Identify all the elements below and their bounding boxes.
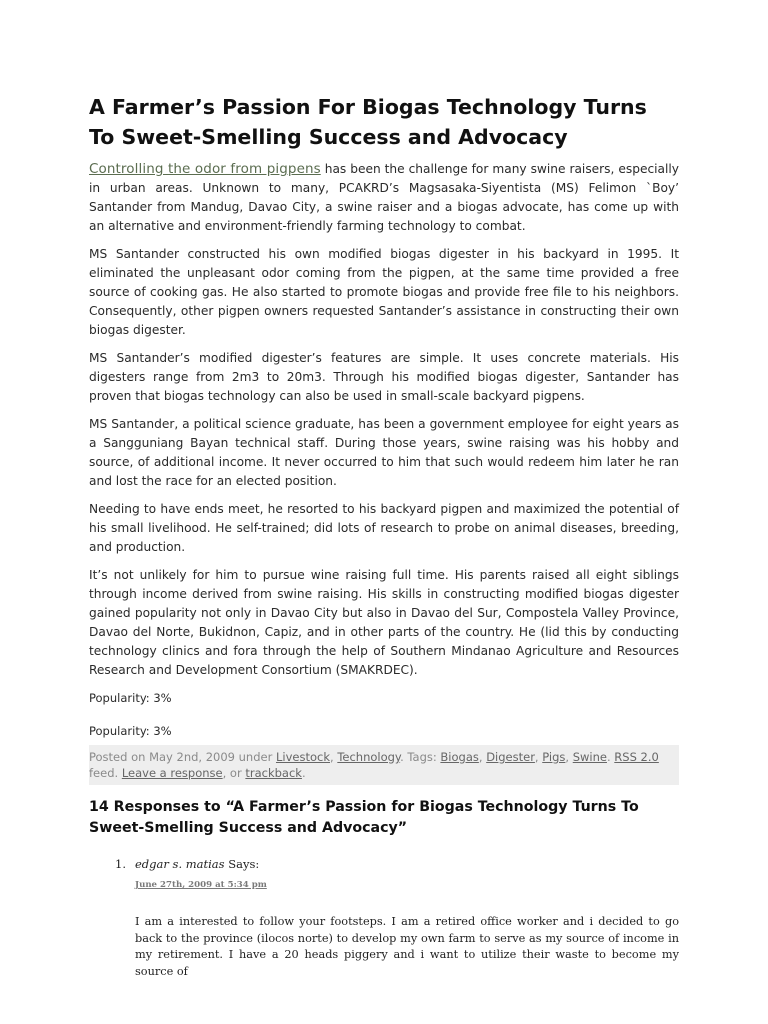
comment-date-link[interactable]: June 27th, 2009 at 5:34 pm: [135, 880, 267, 890]
comment-item: [89, 857, 679, 980]
popularity-label: Popularity: 3%: [89, 724, 172, 738]
intro-text: has been the challenge for many swine raisers, especially in urban areas. Unknown to many, PCAKRD’s Magsasaka-Siyentista (MS) Felimon `Boy’ Santander from Mandug, Davao City, a swine raiser and a biogas advocate, has come up with an alternative and environment-friendly farming technology to combat.: [89, 162, 679, 233]
separator: ,: [330, 750, 338, 764]
popularity-label: Popularity: 3%: [89, 691, 172, 705]
posted-on-text: Posted on May 2nd, 2009 under: [89, 750, 276, 764]
intro-paragraph: [89, 160, 679, 236]
separator: .: [301, 766, 306, 780]
rss-feed-link[interactable]: RSS 2.0: [614, 750, 659, 764]
tag-link-digester[interactable]: Digester: [486, 750, 535, 764]
post-meta: [89, 745, 679, 785]
intro-link[interactable]: Controlling the odor from pigpens: [89, 161, 321, 177]
comment-author-line: [135, 857, 679, 872]
post-content: [89, 92, 679, 980]
tag-link-pigs[interactable]: Pigs: [542, 750, 566, 764]
leave-response-link[interactable]: Leave a response: [121, 766, 223, 780]
category-link-technology[interactable]: Technology: [337, 750, 401, 764]
body-paragraph: MS Santander’s modified digester’s features are simple. It uses concrete materials. His digesters range from 2m3 to 20m3. Through his modified biogas digester, Santander has proven that biogas technology can also be used in small-scale backyard pigpens.: [89, 351, 679, 403]
trackback-link[interactable]: trackback: [245, 766, 302, 780]
comment-text: I am a interested to follow your footsteps. I am a retired office worker and i decided to go back to the province (ilocos norte) to develop my own farm to serve as my source of income in my retirement. I have a 20 heads piggery and i want to utilize their waste to become my source of: [135, 915, 679, 978]
post-title: A Farmer’s Passion For Biogas Technology Turns To Sweet-Smelling Success and Advocacy: [89, 95, 647, 149]
comment-body: [135, 857, 679, 980]
body-paragraph: MS Santander constructed his own modified biogas digester in his backyard in 1995. It eliminated the unpleasant odor coming from the pigpen, at the same time provided a free source of cooking gas. He also started to promote biogas and provide free file to his neighbors. Consequently, other pigpen owners requested Santander’s assistance in constructing their own biogas digester.: [89, 247, 679, 337]
tags-label: . Tags:: [400, 750, 441, 764]
tag-link-swine[interactable]: Swine: [572, 750, 607, 764]
body-paragraph: Needing to have ends meet, he resorted to his backyard pigpen and maximized the potential of his small livelihood. He self-trained; did lots of research to probe on animal diseases, breeding, and production.: [89, 502, 679, 554]
feed-text: feed.: [89, 766, 122, 780]
or-text: , or: [222, 766, 246, 780]
responses-heading: 14 Responses to “A Farmer’s Passion for Biogas Technology Turns To Sweet-Smelling Success and Advocacy”: [89, 799, 639, 836]
separator: ,: [478, 750, 487, 764]
category-link-livestock[interactable]: Livestock: [275, 750, 330, 764]
body-paragraph: It’s not unlikely for him to pursue wine raising full time. His parents raised all eight siblings through income derived from swine raising. His skills in constructing modified biogas digester gained popularity not only in Davao City but also in Davao del Sur, Compostela Valley Province, Davao del Norte, Bukidnon, Capiz, and in other parts of the country. He (lid this by conducting technology clinics and fora through the help of Southern Mindanao Agriculture and Resources Research and Development Consortium (SMAKRDEC).: [89, 568, 679, 677]
comment-author: edgar s. matias: [135, 857, 225, 871]
body-paragraph: MS Santander, a political science graduate, has been a government employee for eight years as a Sangguniang Bayan technical staff. During those years, swine raising was his hobby and source, of additional income. It never occurred to him that such would redeem him later he ran and lost the race for an elected position.: [89, 417, 679, 488]
separator: ,: [565, 750, 573, 764]
says-label: Says:: [224, 857, 260, 871]
tag-link-biogas[interactable]: Biogas: [440, 750, 479, 764]
separator: ,: [534, 750, 543, 764]
separator: .: [606, 750, 615, 764]
comment-number: 1.: [115, 857, 126, 871]
